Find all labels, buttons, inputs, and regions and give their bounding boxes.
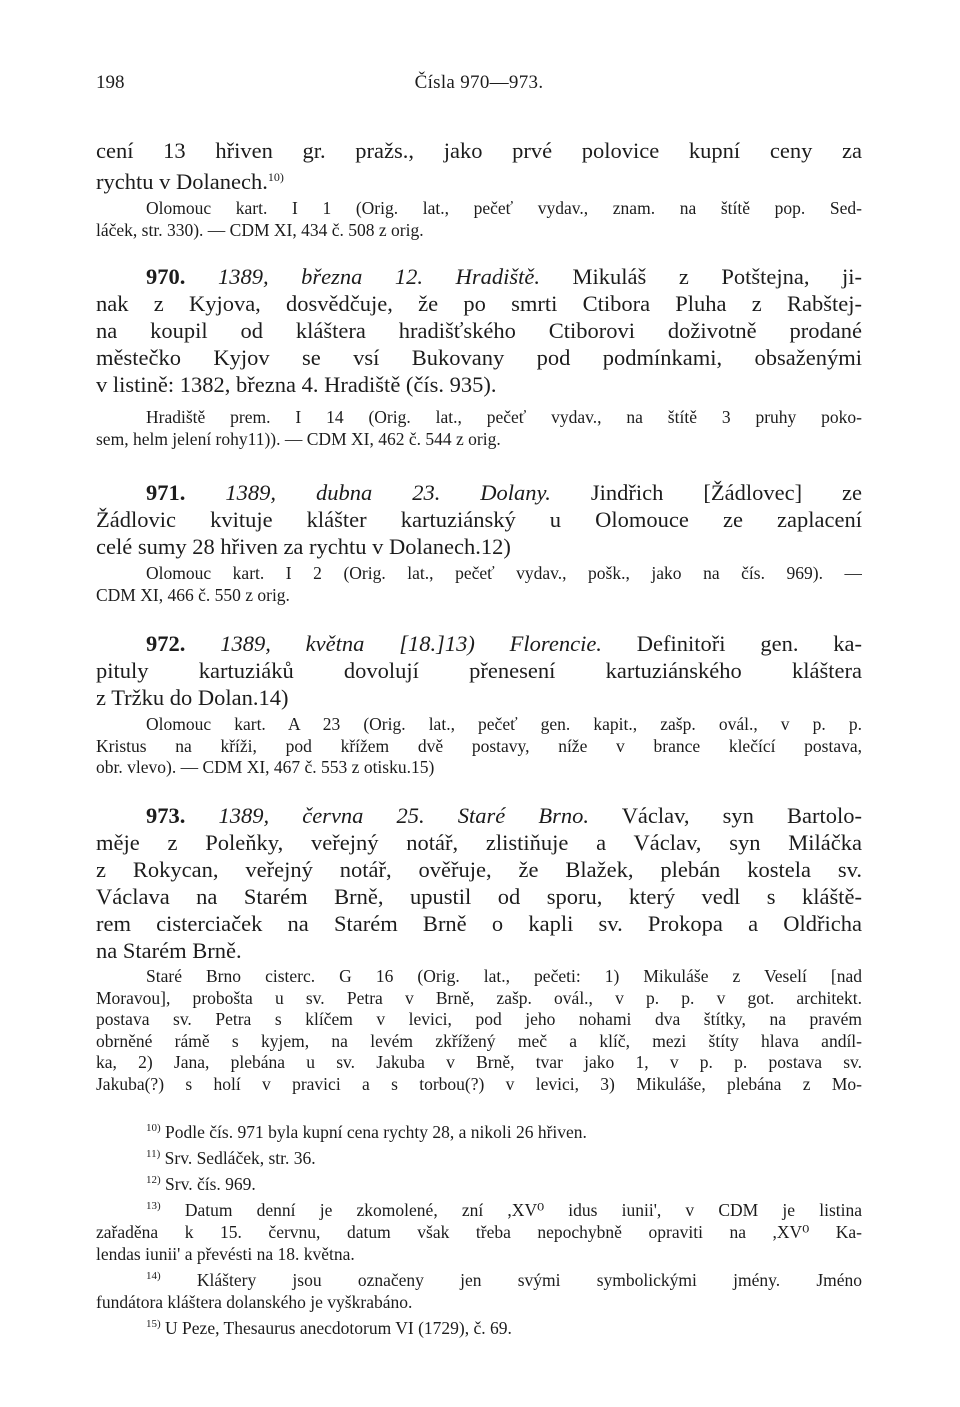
entry-972-note (96, 714, 862, 779)
footnote: $^{13)}$ Datum denní je zkomolené, zní ,XV⁰ idus iunii', v CDM je listina (146, 1200, 862, 1220)
note-line: ka, 2) Jana, plebána u sv. Jakuba v Brně, tvar jako 1, v p. p. postava sv. (96, 1052, 862, 1072)
running-head: Čísla 970—973. (414, 72, 544, 93)
entry-heading-line: 970. 1389, března 12. Hradiště. Mikuláš z Potštejna, ji- (146, 264, 862, 289)
text-line: měje z Poleňky, veřejný notář, zlistiňuje a Václav, syn Miláčka (96, 830, 862, 855)
entry-number: 971. (146, 480, 186, 505)
note-line: Olomouc kart. I 1 (Orig. lat., pečeť vydav., znam. na štítě pop. Sed- (146, 198, 862, 218)
entry-heading-line: 973. 1389, června 25. Staré Brno. Václav, syn Bartolo- (146, 803, 862, 828)
text-line: nak z Kyjova, dosvědčuje, že po smrti Ctibora Pluha z Rabštej- (96, 291, 862, 316)
text-line: z Tržku do Dolan.14) (96, 685, 289, 710)
note-line: Hradiště prem. I 14 (Orig. lat., pečeť vydav., na štítě 3 pruhy poko- (146, 407, 862, 427)
entry-heading-line: 971. 1389, dubna 23. Dolany. Jindřich [Žádlovec] ze (146, 480, 862, 505)
page-number: 198 (96, 72, 125, 93)
footnote-number: 13) (146, 1200, 161, 1212)
entry-date-place: 1389, června 25. Staré Brno. (218, 803, 589, 828)
entry-970 (96, 263, 862, 398)
footnote: $^{14)}$ Kláštery jsou označeny jen svými symbolickými jmény. Jméno (146, 1270, 862, 1290)
note-line: Jakuba(?) s holí v pravici a s torbou(?) v levici, 3) Mikuláše, plebána z Mo- (96, 1073, 862, 1094)
text-line: cení 13 hřiven gr. pražs., jako prvé polovice kupní ceny za (96, 138, 862, 163)
text-line: městečko Kyjov se vsí Bukovany pod podmínkami, obsaženými (96, 345, 862, 370)
entry-973-note (96, 966, 862, 1095)
page-header (96, 72, 862, 98)
text-line: Václava na Starém Brně, upustil od sporu, který vedl s kláště- (96, 884, 862, 909)
text-line: celé sumy 28 hřiven za rychtu v Dolanech.12) (96, 534, 511, 559)
entry-970-note (96, 407, 862, 450)
entry-heading-line: 972. 1389, května [18.]13) Florencie. Definitoři gen. ka- (146, 631, 862, 656)
entry-number: 972. (146, 631, 186, 656)
note-line: Olomouc kart. I 2 (Orig. lat., pečeť vydav., pošk., jako na čís. 969). — (146, 563, 862, 583)
entry-date-place: 1389, dubna 23. Dolany. (225, 480, 551, 505)
text-line: na koupil od kláštera hradišťského Ctiborovi doživotně prodané (96, 318, 862, 343)
entry-972 (96, 630, 862, 711)
entry-971-note (96, 563, 862, 606)
text-line: pituly kartuziáků dovolují přenesení kartuziánského kláštera (96, 658, 862, 683)
note-line: obr. vlevo). — CDM XI, 467 č. 553 z otisku.15) (96, 757, 435, 777)
footnote-line: zařaděna k 15. červnu, datum však třeba nepochybně opraviti na ,XV⁰ Ka- (96, 1222, 862, 1242)
footnote-line: lendas iunii' a převésti na 18. května. (96, 1244, 355, 1264)
text-line: rem cisterciaček na Starém Brně o kapli sv. Prokopa a Oldřicha (96, 911, 862, 936)
intro-note (96, 198, 862, 241)
footnote-line: fundátora kláštera dolanského je vyškrabáno. (96, 1292, 413, 1312)
text-line: na Starém Brně. (96, 938, 242, 963)
footnote-number: 14) (146, 1270, 161, 1282)
footnote-number: 11) (146, 1148, 161, 1160)
intro-paragraph (96, 137, 862, 195)
note-line: Staré Brno cisterc. G 16 (Orig. lat., pečeti: 1) Mikuláše z Veselí [nad (146, 966, 862, 986)
note-line: láček, str. 330). — CDM XI, 434 č. 508 z orig. (96, 219, 424, 240)
entry-973 (96, 802, 862, 964)
note-line: sem, helm jelení rohy11)). — CDM XI, 462 č. 544 z orig. (96, 428, 501, 449)
entry-number: 973. (146, 803, 186, 828)
entry-date-place: 1389, března 12. Hradiště. (217, 264, 540, 289)
footnote-ref: 10) (267, 170, 284, 184)
footnotes (96, 1117, 862, 1339)
footnote-number: 10) (146, 1122, 161, 1134)
note-line: Kristus na kříži, pod křížem dvě postavy, níže v brance klečící postava, (96, 735, 862, 756)
text-line: Žádlovic kvituje klášter kartuziánský u Olomouce ze zaplacení (96, 507, 862, 532)
footnote: $^{11)}$ Srv. Sedláček, str. 36. (146, 1148, 316, 1168)
text-line: v listině: 1382, března 4. Hradiště (čís. 935). (96, 372, 497, 397)
footnote: $^{12)}$ Srv. čís. 969. (146, 1174, 256, 1194)
note-line: obrněné rámě s kyjem, na levém zkřížený meč a klíč, mezi štíty hlava andíl- (96, 1030, 862, 1051)
note-line: postava sv. Petra s klíčem v levici, pod jeho nohami dva štítky, na pravém (96, 1009, 862, 1029)
entry-date-place: 1389, května [18.]13) Florencie. (220, 631, 602, 656)
note-line: CDM XI, 466 č. 550 z orig. (96, 584, 290, 605)
note-line: Olomouc kart. A 23 (Orig. lat., pečeť gen. kapit., zašp. ovál., v p. p. (146, 714, 862, 734)
text-line: z Rokycan, veřejný notář, ověřuje, že Blažek, plebán kostela sv. (96, 857, 862, 882)
entry-number: 970. (146, 264, 186, 289)
footnote: $^{15)}$ U Peze, Thesaurus anecdotorum VI (1729), č. 69. (146, 1318, 512, 1338)
text-line: rychtu v Dolanech.$^{10)}$ (96, 169, 284, 194)
entry-971 (96, 479, 862, 560)
note-line: Moravou], probošta u sv. Petra v Brně, zašp. ovál., v p. p. v got. architekt. (96, 987, 862, 1008)
footnote: $^{10)}$ Podle čís. 971 byla kupní cena rychty 28, a nikoli 26 hřiven. (146, 1122, 587, 1142)
footnote-number: 12) (146, 1174, 161, 1186)
footnote-number: 15) (146, 1318, 161, 1330)
